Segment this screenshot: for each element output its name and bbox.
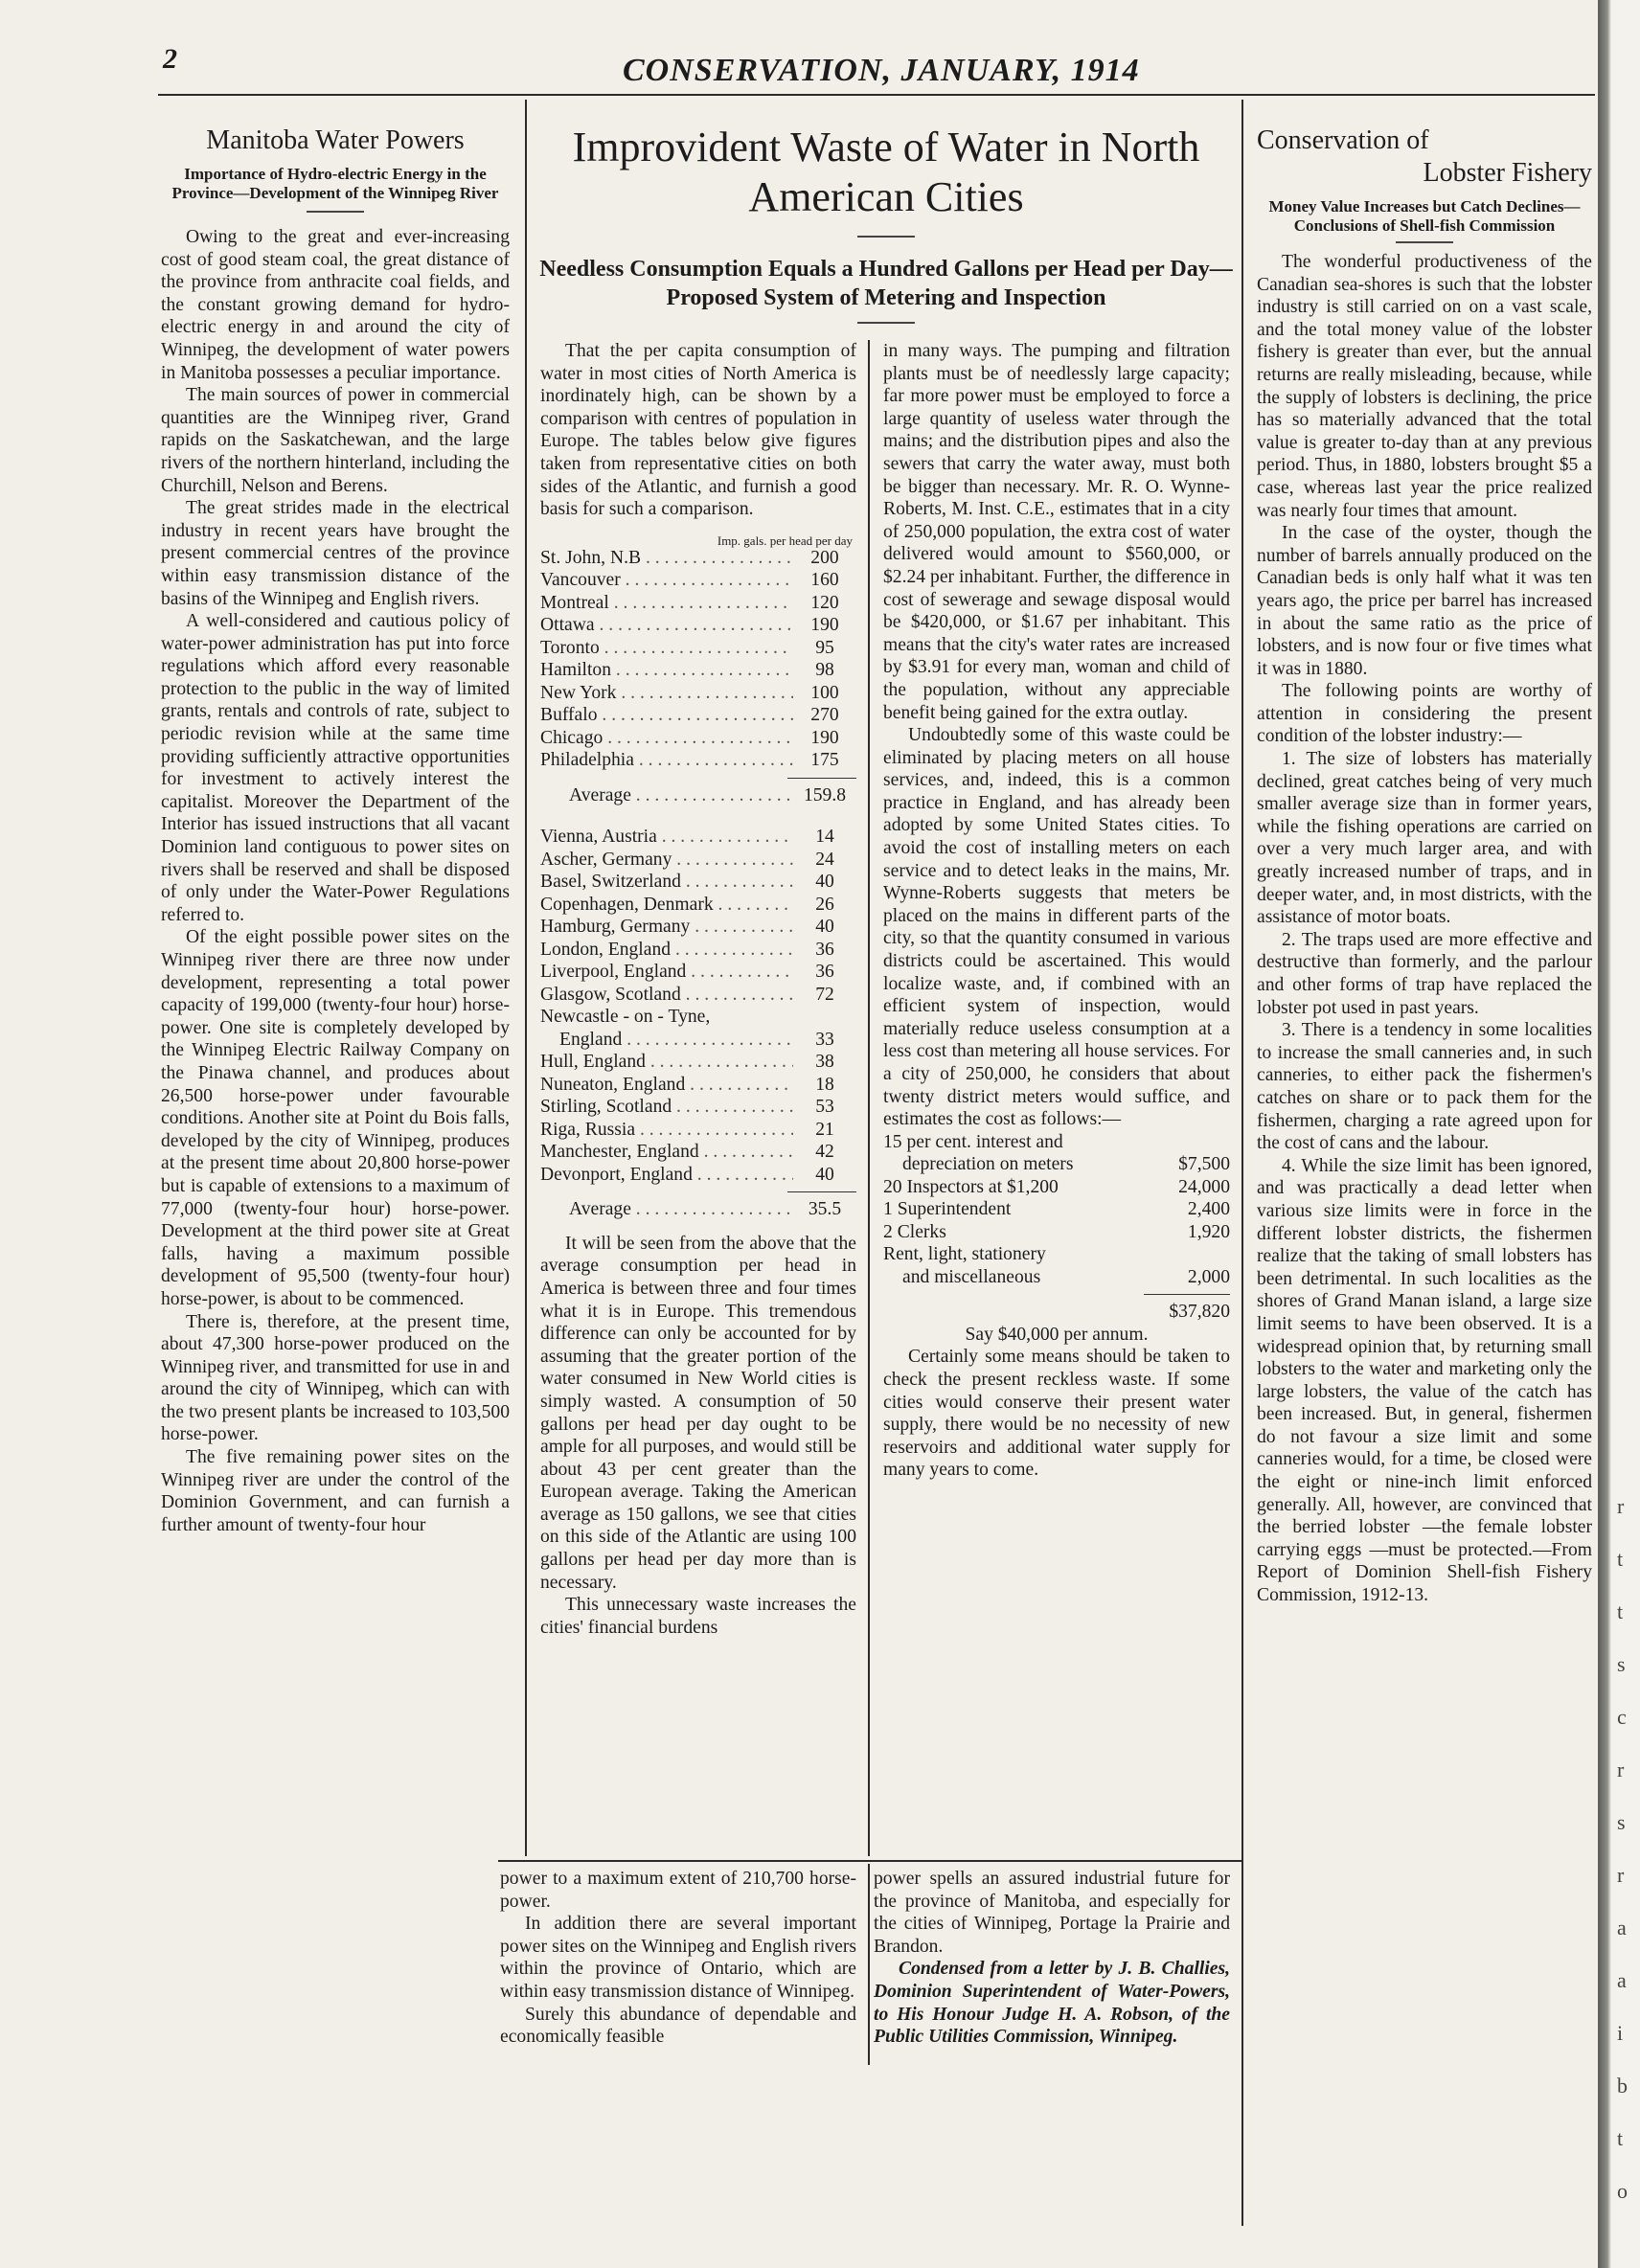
paragraph: Owing to the great and ever-increasing cost of good steam coal, the great distance of the province from anthracite coal fields, and the constant growing demand for hydro-electric energy in and around the city of Winnipeg, the development of water powers in Manitoba possesses a peculiar importance. [161, 227, 510, 383]
table-row [540, 592, 856, 615]
row-value: 38 [815, 1052, 834, 1073]
row-label: Buffalo . . . [540, 704, 793, 727]
paragraph: in many ways. The pumping and filtration plants must be of needlessly large capacity; far more power must be employed to force a large quantity of useless water through the mains; and the distribution pipes and also the sewers that carry the water away, must both be bigger than necessary. Mr. R. O. Wynne-Roberts, M. Inst. C.E., estimates that in a city of 250,000 population, the extra cost of water delivered would amount to $560,000, or $2.24 per inhabitant. Further, the difference in cost of sewerage and sewage disposal would be $420,000, or $1.67 per inhabitant. This means that the city's water rates are increased by $3.91 for every man, woman and child of the population, without any appreciable benefit being gained for the extra outlay. [883, 341, 1230, 723]
row-label: Devonport, England . . . [540, 1164, 793, 1187]
table-average-row: Average . . . 35.5 [540, 1198, 856, 1221]
row-value: 36 [815, 962, 834, 983]
row-value: 40 [815, 917, 834, 938]
north-america-table [540, 547, 856, 772]
table-row [540, 682, 856, 705]
row-label: Stirling, Scotland . . . [540, 1096, 793, 1119]
table-row [540, 1141, 856, 1164]
paragraph: Certainly some means should be taken to check the present reckless waste. If some cities would conserve their present water supply, there would be no necessity of new reservoirs and additional water supply for many years to come. [883, 1347, 1230, 1481]
paragraph: This unnecessary waste increases the cities' financial burdens [540, 1595, 856, 1638]
row-value: 40 [815, 872, 834, 893]
edge-glyph: r [1617, 1758, 1625, 1781]
paragraph: The following points are worthy of attention in considering the present condition of the lobster industry:— [1257, 681, 1592, 747]
table-row [540, 826, 856, 849]
table-row [540, 749, 856, 772]
row-value: 24 [815, 849, 834, 870]
row-value [1144, 1243, 1230, 1266]
table-header: Imp. gals. per head per day [717, 533, 853, 548]
row-value: 18 [815, 1074, 834, 1095]
table-row [540, 871, 856, 894]
edge-glyph: b [1617, 2074, 1628, 2098]
row-label: St. John, N.B . . . [540, 547, 793, 570]
edge-glyph: a [1617, 1968, 1627, 1992]
row-label: Basel, Switzerland . . . [540, 871, 793, 894]
row-label: Manchester, England . . . [540, 1141, 793, 1164]
center-column-b [883, 340, 1230, 1482]
table-row [540, 1051, 856, 1074]
table-row [540, 547, 856, 570]
column-rule [868, 340, 870, 1856]
row-label: 20 Inspectors at $1,200 [883, 1176, 1059, 1197]
column-rule [1241, 100, 1243, 2226]
table-row [540, 849, 856, 872]
table-row [540, 961, 856, 984]
row-label: Hamilton . . . [540, 659, 793, 682]
table-row [540, 984, 856, 1007]
row-value: 98 [815, 660, 834, 681]
table-row [540, 1096, 856, 1119]
row-label: Hull, England . . . [540, 1051, 793, 1074]
row-value: 1,920 [1187, 1221, 1230, 1242]
paragraph: 2. The traps used are more effective and destructive than formerly, and the parlour and other forms of trap have replaced the lobster pot used in past years. [1257, 929, 1592, 1018]
article-title: Improvident Waste of Water in North American Cities [572, 124, 1200, 220]
row-value: 120 [810, 592, 839, 613]
paragraph: Surely this abundance of dependable and economically feasible [500, 2004, 856, 2048]
table-row [883, 1221, 1230, 1244]
cost-say: Say $40,000 per annum. [965, 1324, 1149, 1345]
header-rule [158, 94, 1595, 96]
article-title-line2: Lobster Fishery [1423, 158, 1592, 188]
edge-glyph: s [1617, 1810, 1626, 1834]
paragraph: 1. The size of lobsters has materially declined, great catches being of very much smaller average size than in former years, while the fishing operations are carried on over a very much larger area, and with greatly increased number of traps, and in deeper water, and, in most districts, with the assistance of motor boats. [1257, 749, 1592, 928]
edge-glyph: t [1617, 2126, 1624, 2150]
page-number: 2 [163, 43, 177, 75]
row-label: Riga, Russia . . . [540, 1119, 793, 1142]
paragraph: Undoubtedly some of this waste could be eliminated by placing meters on all house services, and, indeed, this is a common practice in England, and has already been adopted by some United States cities. To avoid the cost of installing meters on each service and to detect leaks in the mains, Mr. Wynne-Roberts suggests that meters be placed on the mains in different parts of the city, so that the quantity consumed in various districts could be ascertained. This would localize waste, and, if combined with an efficient system of inspection, would materially reduce useless consumption at a less cost than metering all house services. For a city of 250,000, he considers that about twenty district meters would suffice, and estimates the cost as follows:— [883, 725, 1230, 1130]
left-article [161, 125, 510, 1536]
row-label: Toronto . . . [540, 637, 793, 660]
row-value: 270 [810, 705, 839, 726]
row-label: Newcastle - on - Tyne, [540, 1007, 711, 1028]
row-value: 21 [815, 1119, 834, 1140]
table-row [883, 1176, 1230, 1199]
table-row [540, 1164, 856, 1187]
divider [857, 236, 915, 238]
table-row [540, 894, 856, 917]
row-value: 14 [815, 827, 834, 848]
table-row [540, 614, 856, 637]
row-label: 1 Superintendent [883, 1199, 1012, 1220]
table-row [883, 1243, 1230, 1266]
center-column-a [540, 340, 856, 1639]
masthead-title: CONSERVATION, JANUARY, 1914 [623, 53, 1140, 88]
row-value: 95 [815, 637, 834, 658]
row-label: Vienna, Austria . . . [540, 826, 793, 849]
left-article-continued-b [874, 1868, 1230, 2049]
column-rule [868, 1864, 870, 2065]
table-row [540, 659, 856, 682]
row-label: Philadelphia . . . [540, 749, 793, 772]
table-row [883, 1198, 1230, 1221]
table-row [540, 569, 856, 592]
paragraph: The main sources of power in commercial quantities are the Winnipeg river, Grand rapids on the Saskatchewan, and the large rivers of the northern hinterland, including the Churchill, Nelson and Berens. [161, 385, 510, 496]
row-label: Vancouver . . . [540, 569, 793, 592]
paragraph: The wonderful productiveness of the Canadian sea-shores is such that the lobster industry is still carried on on a vast scale, and the total money value of the lobster fishery is greater than ever, but the annual returns are really misleading, because, while the supply of lobsters is declining, the price has so materially advanced that the total value is greater to-day than at any previous period. Thus, in 1880, lobsters brought $5 a case, whereas last year the price realized was nearly four times that amount. [1257, 252, 1592, 521]
article-deck: Needless Consumption Equals a Hundred Gallons per Head per Day—Proposed System of Metering and Inspection [539, 257, 1233, 310]
edge-glyph: a [1617, 1916, 1627, 1939]
section-rule [498, 1860, 1241, 1862]
paragraph: power spells an assured industrial future for the province of Manitoba, and especially for the cities of Winnipeg, Portage la Prairie and Brandon. [874, 1869, 1230, 1957]
table-row [540, 704, 856, 727]
table-row [883, 1131, 1230, 1154]
divider [857, 322, 915, 324]
edge-glyph: s [1617, 1652, 1626, 1676]
row-value: 42 [815, 1142, 834, 1163]
row-value: 175 [810, 750, 839, 771]
row-label: depreciation on meters [902, 1154, 1074, 1175]
row-value: 2,000 [1187, 1266, 1230, 1287]
paragraph: In the case of the oyster, though the number of barrels annually produced on the Canadian beds is only half what it was ten years ago, the price per barrel has increased in about the same ratio as the price of lobsters, and is now four or five times what it was in 1880. [1257, 523, 1592, 679]
row-value [1144, 1131, 1230, 1154]
row-label: 2 Clerks [883, 1221, 946, 1242]
paragraph: power to a maximum extent of 210,700 horse-power. [500, 1869, 856, 1912]
row-label: Ascher, Germany . . . [540, 849, 793, 872]
row-value: 190 [810, 615, 839, 636]
row-label: Glasgow, Scotland . . . [540, 984, 793, 1007]
divider [1396, 241, 1453, 243]
row-value: 40 [815, 1164, 834, 1185]
paragraph: It will be seen from the above that the average consumption per head in America is between three and four times what it is in Europe. This tremendous difference can only be accounted for by assuming that the greater portion of the water consumed in New World cities is simply wasted. A consumption of 50 gallons per head per day ought to be ample for all purposes, and would still be about 43 per cent greater than the European average. Taking the American average as 150 gallons, we see that cities on this side of the Atlantic are using 100 gallons per head per day more than is necessary. [540, 1233, 856, 1593]
edge-glyph: r [1617, 1863, 1625, 1887]
sum-rule [787, 778, 856, 779]
paragraph: Of the eight possible power sites on the Winnipeg river there are three now under development, representing a total power capacity of 199,000 (twenty-four hour) horse-power. One site is completely developed by the Winnipeg Electric Railway Company on the Pinawa channel, and produces about 26,500 horse-power under favourable conditions. Another site at Point du Bois falls, developed by the city of Winnipeg, produces at the present time about 20,800 horse-power but is capable of extensions to a maximum of 77,000 (twenty-four hour) horse-power. Development at the third power site at Great falls, having a maximum possible development of 95,500 (twenty-four hour) horse-power, is about to be commenced. [161, 927, 510, 1309]
row-value: 72 [815, 984, 834, 1005]
table-row [540, 1074, 856, 1097]
row-value: 53 [815, 1097, 834, 1118]
table-row [540, 727, 856, 750]
table-row [883, 1153, 1230, 1176]
edge-glyph: i [1617, 2021, 1624, 2045]
row-value: 36 [815, 939, 834, 960]
cost-table [883, 1131, 1230, 1289]
paragraph: A well-considered and cautious policy of water-power administration has put into force regulations which afford every reasonable protection to the public in the way of limited grants, rentals and controls of rate, subject to periodic revision while at the same time providing sufficiently attractive opportunities for investment to actively interest the capitalist. Moreover the Department of the Interior has issued instructions that all vacant Dominion land contiguous to power sites on rivers shall be reserved and shall be disposed of only under the Water-Power Regulations referred to. [161, 611, 510, 925]
article-subtitle: Importance of Hydro-electric Energy in the Province—Development of the Winnipeg River [171, 165, 499, 202]
row-value: 24,000 [1178, 1176, 1230, 1197]
paragraph: That the per capita consumption of water in most cities of North America is inordinately high, can be shown by a comparison with centres of population in Europe. The tables below give figures taken from representative cities on both sides of the Atlantic, and furnish a good basis for such a comparison. [540, 341, 856, 520]
row-label: New York . . . [540, 682, 793, 705]
row-value: 33 [815, 1029, 834, 1050]
article-title-line1: Conservation of [1257, 125, 1429, 155]
row-label: Montreal . . . [540, 592, 793, 615]
row-label: Ottawa . . . [540, 614, 793, 637]
paragraph: The five remaining power sites on the Winnipeg river are under the control of the Dominion Government, and can furnish a further amount of twenty-four hour [161, 1447, 510, 1535]
right-article [1257, 125, 1592, 1607]
article-subtitle: Money Value Increases but Catch Declines—Conclusions of Shell-fish Commission [1268, 197, 1581, 235]
center-article-header [532, 123, 1241, 324]
table-row [540, 916, 856, 939]
article-title: Manitoba Water Powers [206, 125, 465, 155]
row-label: Nuneaton, England . . . [540, 1074, 793, 1097]
row-label: 15 per cent. interest and [883, 1131, 1063, 1152]
paragraph: In addition there are several important power sites on the Winnipeg and English rivers within the province of Ontario, which are within easy transmission distance of Winnipeg. [500, 1914, 856, 2002]
divider [307, 211, 364, 213]
paragraph: There is, therefore, at the present time, about 47,300 horse-power produced on the Winnipeg river, and transmitted for use in and around the city of Winnipeg, which can with the two present plants be increased to 103,500 horse-power. [161, 1311, 510, 1445]
sum-rule [1144, 1294, 1230, 1295]
paragraph: 3. There is a tendency in some localities to increase the small canneries and, in such canneries, to either pack the fishermen's catches on share or to pack them for the fishermen, charging a rate agreed upon for the cost of cans and the labour. [1257, 1020, 1592, 1154]
row-label: Chicago . . . [540, 727, 793, 750]
table-row [540, 1006, 856, 1029]
row-value: 26 [815, 894, 834, 915]
row-label: and miscellaneous [902, 1266, 1041, 1287]
table-row [883, 1266, 1230, 1289]
table-row [540, 1119, 856, 1142]
table-average-row: Average . . . 159.8 [540, 784, 856, 807]
europe-table [540, 826, 856, 1186]
source-credit: Condensed from a letter by J. B. Challies, Dominion Superintendent of Water-Powers, to His Honour Judge H. A. Robson, of the Public Utilities Commission, Winnipeg. [874, 1959, 1230, 2048]
paragraph: The great strides made in the electrical industry in recent years have brought the present commercial centres of the province within easy transmission distance of the basins of the Winnipeg and English rivers. [161, 498, 510, 609]
row-value: $7,500 [1178, 1154, 1230, 1175]
table-row [540, 939, 856, 962]
edge-glyph: t [1617, 1599, 1624, 1623]
row-value: 100 [810, 682, 839, 703]
row-value: 160 [810, 570, 839, 591]
row-value: 2,400 [1187, 1199, 1230, 1220]
edge-glyph: t [1617, 1547, 1624, 1571]
table-row [540, 637, 856, 660]
row-label: Hamburg, Germany . . . [540, 916, 793, 939]
row-label: London, England . . . [540, 939, 793, 962]
edge-glyph: r [1617, 1494, 1625, 1518]
row-label: England . . . [540, 1029, 793, 1052]
row-label: Rent, light, stationery [883, 1244, 1046, 1265]
sum-rule [787, 1191, 856, 1192]
row-value: 190 [810, 727, 839, 748]
cost-total: $37,820 [1169, 1302, 1230, 1323]
row-label: Liverpool, England . . . [540, 961, 793, 984]
row-value: 200 [810, 547, 839, 568]
left-article-continued-a [500, 1868, 856, 2049]
paragraph: 4. While the size limit has been ignored, and was practically a dead letter when various size limits were in force in the different lobster districts, the fishermen realize that the taking of small lobsters has been detrimental. In such localities as the shores of Grand Manan island, a large size limit seems to have been observed. It is a widespread opinion that, by returning small lobsters to the water and marketing only the large lobsters, the value of the catch has been increased. But, in general, fishermen do not favour a size limit and some canneries would, for a time, be closed were the eight or nine-inch limit enforced generally. All, however, are convinced that the berried lobster —the female lobster carrying eggs —must be protected.—From Report of Dominion Shell-fish Fishery Commission, 1912-13. [1257, 1155, 1592, 1606]
adjacent-page-edge [1598, 0, 1640, 2268]
edge-glyph: c [1617, 1705, 1627, 1729]
column-rule [525, 100, 527, 1856]
edge-glyph: o [1617, 2179, 1628, 2203]
row-label: Copenhagen, Denmark . . . [540, 894, 793, 917]
table-row [540, 1029, 856, 1052]
